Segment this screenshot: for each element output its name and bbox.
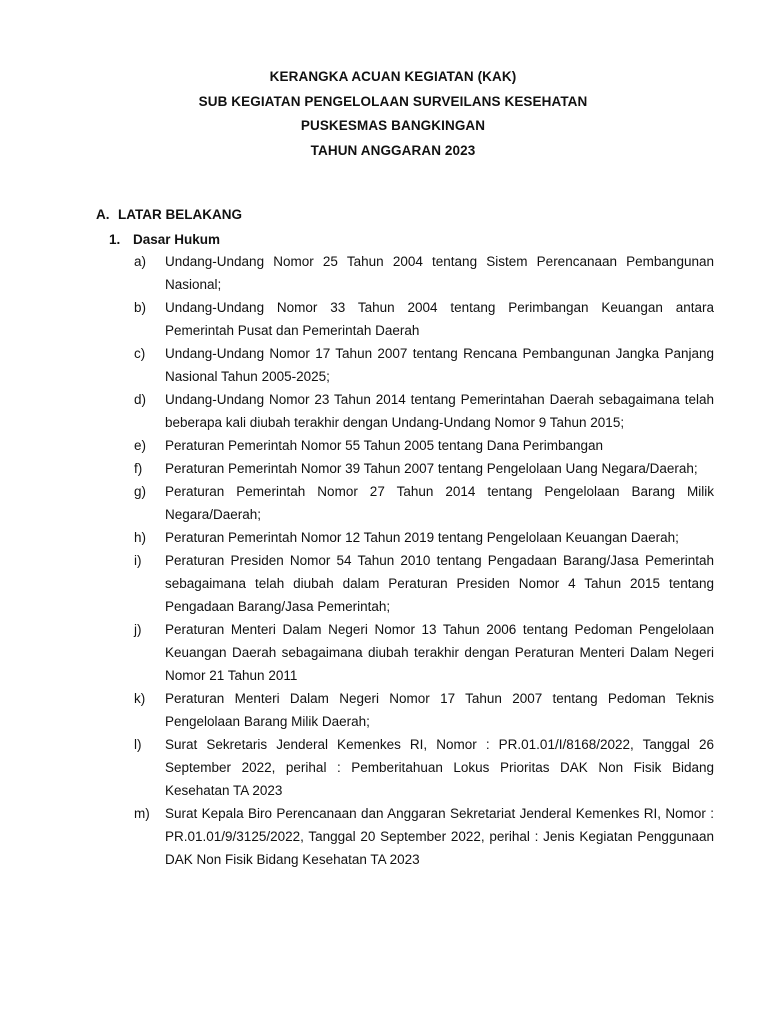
list-item [134, 250, 714, 296]
list-item [134, 434, 714, 457]
list-item [134, 342, 714, 388]
list-text: Undang-Undang Nomor 33 Tahun 2004 tentang Perimbangan Keuangan antara Pemerintah Pusat dan Pemerintah Daerah [165, 300, 714, 338]
list-text: Undang-Undang Nomor 23 Tahun 2014 tentang Pemerintahan Daerah sebagaimana telah beberapa kali diubah terakhir dengan Undang-Undang Nomor 9 Tahun 2015; [165, 392, 714, 430]
list-marker: c) [134, 346, 146, 361]
list-item [134, 733, 714, 802]
list-item [134, 526, 714, 549]
list-item [134, 388, 714, 434]
subsection-title: Dasar Hukum [133, 232, 221, 247]
section-title: LATAR BELAKANG [118, 207, 242, 222]
list-marker: b) [134, 300, 147, 315]
list-text: Peraturan Pemerintah Nomor 55 Tahun 2005 tentang Dana Perimbangan [165, 438, 604, 453]
list-item [134, 802, 714, 871]
list-item [134, 549, 714, 618]
list-marker: k) [134, 691, 146, 706]
list-marker: j) [134, 622, 142, 637]
list-marker: e) [134, 438, 147, 453]
list-text: Undang-Undang Nomor 25 Tahun 2004 tentang Sistem Perencanaan Pembangunan Nasional; [165, 254, 714, 292]
list-text: Surat Kepala Biro Perencanaan dan Anggaran Sekretariat Jenderal Kemenkes RI, Nomor : PR.01.01/9/3125/2022, Tanggal 20 September 2022, perihal : Jenis Kegiatan Penggunaan DAK Non Fisik Bidang Kesehatan TA 2023 [165, 806, 714, 867]
list-item [134, 457, 714, 480]
section-marker: A. [96, 207, 110, 222]
list-marker: f) [134, 461, 143, 476]
list-marker: i) [134, 553, 142, 568]
list-text: Undang-Undang Nomor 17 Tahun 2007 tentang Rencana Pembangunan Jangka Panjang Nasional Tahun 2005-2025; [165, 346, 714, 384]
list-text: Peraturan Pemerintah Nomor 27 Tahun 2014 tentang Pengelolaan Barang Milik Negara/Daerah; [165, 484, 714, 522]
document-title-line-1: KERANGKA ACUAN KEGIATAN (KAK) [269, 69, 517, 84]
list-marker: l) [134, 737, 142, 752]
document-title-line-3: PUSKESMAS BANGKINGAN [300, 118, 486, 133]
list-text: Peraturan Pemerintah Nomor 39 Tahun 2007 tentang Pengelolaan Uang Negara/Daerah; [165, 461, 698, 476]
list-item [134, 296, 714, 342]
list-marker: h) [134, 530, 147, 545]
list-item [134, 480, 714, 526]
document-title-line-2: SUB KEGIATAN PENGELOLAAN SURVEILANS KESEHATAN [198, 93, 588, 109]
list-text: Surat Sekretaris Jenderal Kemenkes RI, Nomor : PR.01.01/I/8168/2022, Tanggal 26 September 2022, perihal : Pemberitahuan Lokus Prioritas DAK Non Fisik Bidang Kesehatan TA 2023 [165, 737, 714, 798]
subsection-heading [109, 229, 220, 251]
list-text: Peraturan Menteri Dalam Negeri Nomor 17 Tahun 2007 tentang Pedoman Teknis Pengelolaan Barang Milik Daerah; [165, 691, 714, 729]
subsection-marker: 1. [109, 232, 121, 247]
list-marker: d) [134, 392, 147, 407]
list-marker: m) [134, 806, 150, 821]
document-title-line-4: TAHUN ANGGARAN 2023 [310, 142, 476, 158]
list-item [134, 618, 714, 687]
document-title-block [0, 65, 768, 163]
list-text: Peraturan Pemerintah Nomor 12 Tahun 2019 tentang Pengelolaan Keuangan Daerah; [165, 530, 679, 545]
list-text: Peraturan Menteri Dalam Negeri Nomor 13 Tahun 2006 tentang Pedoman Pengelolaan Keuangan Daerah sebagaimana diubah terakhir dengan Peraturan Menteri Dalam Negeri Nomor 21 Tahun 2011 [165, 622, 714, 683]
list-marker: g) [134, 484, 147, 499]
list-marker: a) [134, 254, 147, 269]
legal-basis-list [134, 250, 714, 871]
list-item [134, 687, 714, 733]
section-heading [96, 204, 242, 226]
list-text: Peraturan Presiden Nomor 54 Tahun 2010 tentang Pengadaan Barang/Jasa Pemerintah sebagaimana telah diubah dalam Peraturan Presiden Nomor 4 Tahun 2015 tentang Pengadaan Barang/Jasa Pemerintah; [165, 553, 714, 614]
